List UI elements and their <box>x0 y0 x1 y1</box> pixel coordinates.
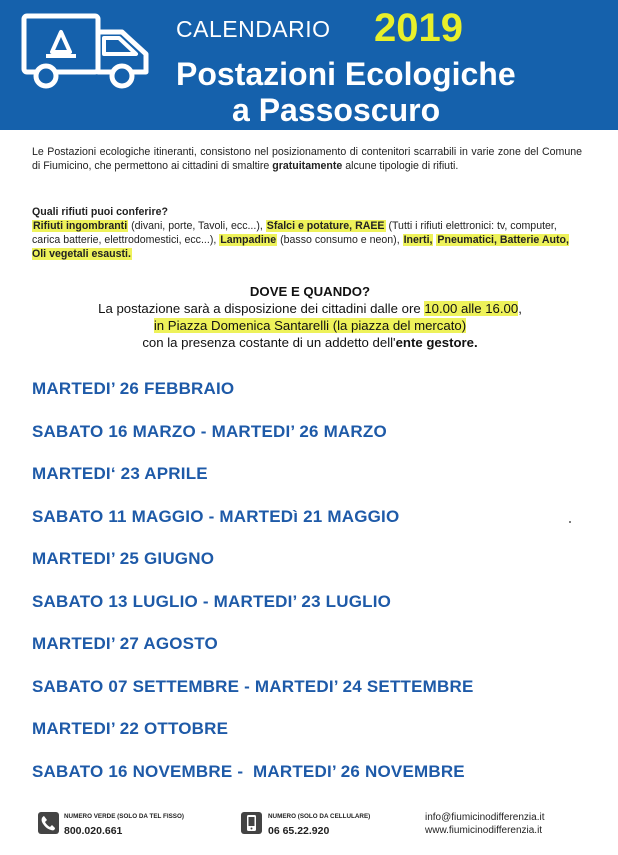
toll-free-label: NUMERO VERDE (SOLO DA TEL FISSO) <box>64 813 184 820</box>
waste-list <box>32 219 584 261</box>
date-item: MARTEDI’ 26 FEBBRAIO <box>32 379 235 398</box>
waste-pneumatici: Pneumatici <box>437 234 494 246</box>
website-link[interactable]: www.fiumicinodifferenzia.it <box>425 825 543 836</box>
page-subtitle: a Passoscuro <box>232 92 441 128</box>
waste-lampadine: Lampadine <box>220 234 277 246</box>
staff-bold: ente gestore. <box>395 335 478 350</box>
date-item: SABATO 13 LUGLIO - MARTEDI’ 23 LUGLIO <box>32 591 392 611</box>
mobile-number[interactable]: 06 65.22.920 <box>268 825 330 837</box>
intro-text: Le Postazioni ecologiche itineranti, consistono nel posizionamento di contenitori scarrabili in varie zone del Comune di Fiumicino, che permettono ai cittadini di smaltire <box>32 146 582 172</box>
header-banner <box>0 0 618 130</box>
year-label: 2019 <box>374 6 463 50</box>
waste-sfalci-label: Sfalci e potature <box>266 220 350 232</box>
waste-detail: (Tutti i rifiuti elettronici: tv, computer, carica batterie, elettrodomestici, ecc...), <box>32 220 557 246</box>
toll-free-number[interactable]: 800.020.661 <box>64 825 123 837</box>
separator: , <box>349 220 356 232</box>
staff-text: con la presenza costante di un addetto dell' <box>142 335 396 350</box>
waste-ingombranti: Rifiuti ingombranti <box>33 220 128 232</box>
stray-dot <box>569 521 571 523</box>
where-when-staff <box>30 334 590 351</box>
hours-text: La postazione sarà a disposizione dei cittadini dalle ore <box>98 301 425 316</box>
intro-text-end: alcune tipologie di rifiuti. <box>342 159 459 172</box>
where-when-hours <box>30 300 590 317</box>
date-item: MARTEDI’ 22 OTTOBRE <box>32 719 229 738</box>
phone-icon <box>38 812 59 834</box>
date-item: SABATO 16 NOVEMBRE - MARTEDI’ 26 NOVEMBRE <box>32 761 465 781</box>
waste-batterie: Batterie Auto <box>499 234 566 246</box>
place-highlight: in Piazza Domenica Santarelli (la piazza del mercato) <box>153 318 467 333</box>
separator: , <box>493 234 500 246</box>
intro-paragraph <box>32 146 582 173</box>
where-when-section <box>30 283 590 351</box>
waste-types-section <box>32 205 584 261</box>
date-item: SABATO 11 MAGGIO - MARTEDì 21 MAGGIO <box>32 506 400 526</box>
date-item: SABATO 07 SETTEMBRE - MARTEDI’ 24 SETTEMBRE <box>32 676 474 696</box>
where-when-place <box>30 317 590 334</box>
waste-sfalci <box>266 220 386 232</box>
date-item: MARTEDI‘ 23 APRILE <box>32 464 208 483</box>
waste-detail: (divani, porte, Tavoli, ecc...), <box>128 220 266 232</box>
mobile-phone-icon <box>241 812 262 834</box>
waste-raee: RAEE <box>355 220 385 232</box>
hours-comma: , <box>518 301 522 316</box>
waste-oli: Oli vegetali esausti. <box>32 248 131 260</box>
date-item: SABATO 16 MARZO - MARTEDI’ 26 MARZO <box>32 421 387 441</box>
email-link[interactable]: info@fiumicinodifferenzia.it <box>425 812 545 823</box>
separator: , <box>565 234 569 246</box>
date-item: MARTEDI’ 25 GIUGNO <box>32 549 215 568</box>
waste-question: Quali rifiuti puoi conferire? <box>32 206 168 218</box>
footer <box>0 806 618 855</box>
date-item: MARTEDI’ 27 AGOSTO <box>32 634 218 653</box>
page-title: Postazioni Ecologiche <box>176 56 516 92</box>
where-when-title: DOVE E QUANDO? <box>249 284 371 299</box>
truck-icon <box>18 10 158 92</box>
waste-inerti: Inerti, <box>403 234 433 246</box>
waste-detail: (basso consumo e neon), <box>277 234 403 246</box>
dates-list <box>32 378 592 803</box>
intro-bold: gratuitamente <box>272 159 343 172</box>
mobile-label: NUMERO (SOLO DA CELLULARE) <box>268 813 371 820</box>
hours-highlight: 10.00 alle 16.00 <box>424 301 519 316</box>
calendar-label: CALENDARIO <box>176 16 331 42</box>
